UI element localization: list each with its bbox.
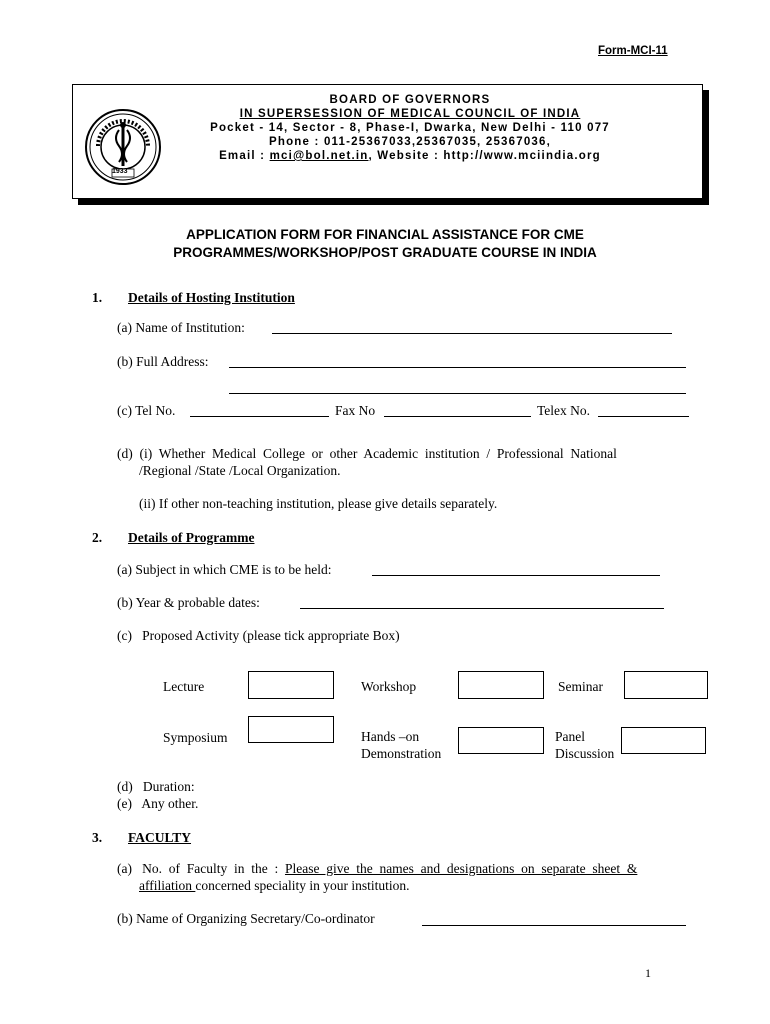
section2-number: 2. bbox=[92, 530, 103, 545]
affiliation-text: affiliation bbox=[139, 878, 196, 893]
section1-heading: Details of Hosting Institution bbox=[128, 290, 295, 305]
header-line-board: BOARD OF GOVERNORS bbox=[329, 94, 491, 106]
hands-on-checkbox[interactable] bbox=[458, 727, 544, 754]
full-address-field-1[interactable] bbox=[229, 367, 686, 368]
faculty-count-question-cont bbox=[139, 878, 409, 894]
discussion-label: Discussion bbox=[555, 746, 615, 761]
form-id: Form-MCI-11 bbox=[598, 45, 668, 57]
organizing-secretary-field[interactable] bbox=[422, 925, 686, 926]
organizing-secretary-label: (b) Name of Organizing Secretary/Co-ordinator bbox=[117, 911, 375, 926]
panel-discussion-checkbox[interactable] bbox=[621, 727, 706, 754]
form-title-line1: APPLICATION FORM FOR FINANCIAL ASSISTANCE FOR CME bbox=[186, 227, 584, 242]
dates-field[interactable] bbox=[300, 608, 664, 609]
proposed-activity-label: (c) Proposed Activity (please tick appropriate Box) bbox=[117, 628, 400, 643]
institution-name-label: (a) Name of Institution: bbox=[117, 320, 245, 335]
telex-label: Telex No. bbox=[537, 403, 591, 418]
dates-label: (b) Year & probable dates: bbox=[117, 595, 260, 610]
demonstration-label: Demonstration bbox=[361, 746, 442, 761]
fax-field[interactable] bbox=[384, 416, 531, 417]
section3-number: 3. bbox=[92, 830, 103, 845]
seminar-label: Seminar bbox=[558, 679, 603, 694]
cme-subject-field[interactable] bbox=[372, 575, 660, 576]
any-other-label: (e) Any other. bbox=[117, 796, 199, 811]
symposium-label: Symposium bbox=[163, 730, 228, 745]
institution-name-field[interactable] bbox=[272, 333, 672, 334]
speciality-text: concerned speciality in your institution. bbox=[195, 878, 410, 893]
duration-label: (d) Duration: bbox=[117, 779, 195, 794]
header-line-address: Pocket - 14, Sector - 8, Phase-I, Dwarka, New Delhi - 110 077 bbox=[210, 122, 610, 134]
header-line-email bbox=[100, 150, 720, 162]
header-line-supersession: IN SUPERSESSION OF MEDICAL COUNCIL OF INDIA bbox=[239, 108, 581, 120]
institution-type-question-cont: /Regional /State /Local Organization. bbox=[139, 463, 341, 478]
workshop-checkbox[interactable] bbox=[458, 671, 544, 699]
tel-field[interactable] bbox=[190, 416, 329, 417]
telex-field[interactable] bbox=[598, 416, 689, 417]
email-link[interactable]: mci@bol.net.in bbox=[269, 150, 369, 162]
hands-on-label: Hands –on bbox=[361, 729, 420, 744]
full-address-label: (b) Full Address: bbox=[117, 354, 209, 369]
seal-year: 1933 bbox=[112, 168, 128, 175]
non-teaching-note: (ii) If other non-teaching institution, please give details separately. bbox=[139, 496, 498, 511]
workshop-label: Workshop bbox=[361, 679, 417, 694]
faculty-count-instruction: Please give the names and designations on separate sheet & bbox=[284, 861, 638, 876]
lecture-label: Lecture bbox=[163, 679, 205, 694]
seminar-checkbox[interactable] bbox=[624, 671, 708, 699]
lecture-checkbox[interactable] bbox=[248, 671, 334, 699]
website-text: , Website : http://www.mciindia.org bbox=[368, 150, 601, 162]
section3-heading: FACULTY bbox=[128, 830, 192, 845]
page-number: 1 bbox=[645, 966, 651, 980]
full-address-field-2[interactable] bbox=[229, 393, 686, 394]
header-line-phone: Phone : 011-25367033,25367035, 25367036, bbox=[268, 136, 552, 148]
faculty-count-prefix: (a) No. of Faculty in the : bbox=[117, 861, 285, 876]
form-title-line2: PROGRAMMES/WORKSHOP/POST GRADUATE COURSE IN INDIA bbox=[173, 245, 597, 260]
panel-label: Panel bbox=[555, 729, 585, 744]
tel-label: (c) Tel No. bbox=[117, 403, 176, 418]
institution-type-question: (d) (i) Whether Medical College or other Academic institution / Professional National bbox=[117, 446, 617, 461]
fax-label: Fax No bbox=[335, 403, 376, 418]
symposium-checkbox[interactable] bbox=[248, 716, 334, 743]
faculty-count-question bbox=[117, 861, 637, 877]
section2-heading: Details of Programme bbox=[128, 530, 255, 545]
email-prefix: Email : bbox=[219, 150, 270, 162]
section1-number: 1. bbox=[92, 290, 103, 305]
cme-subject-label: (a) Subject in which CME is to be held: bbox=[117, 562, 332, 577]
